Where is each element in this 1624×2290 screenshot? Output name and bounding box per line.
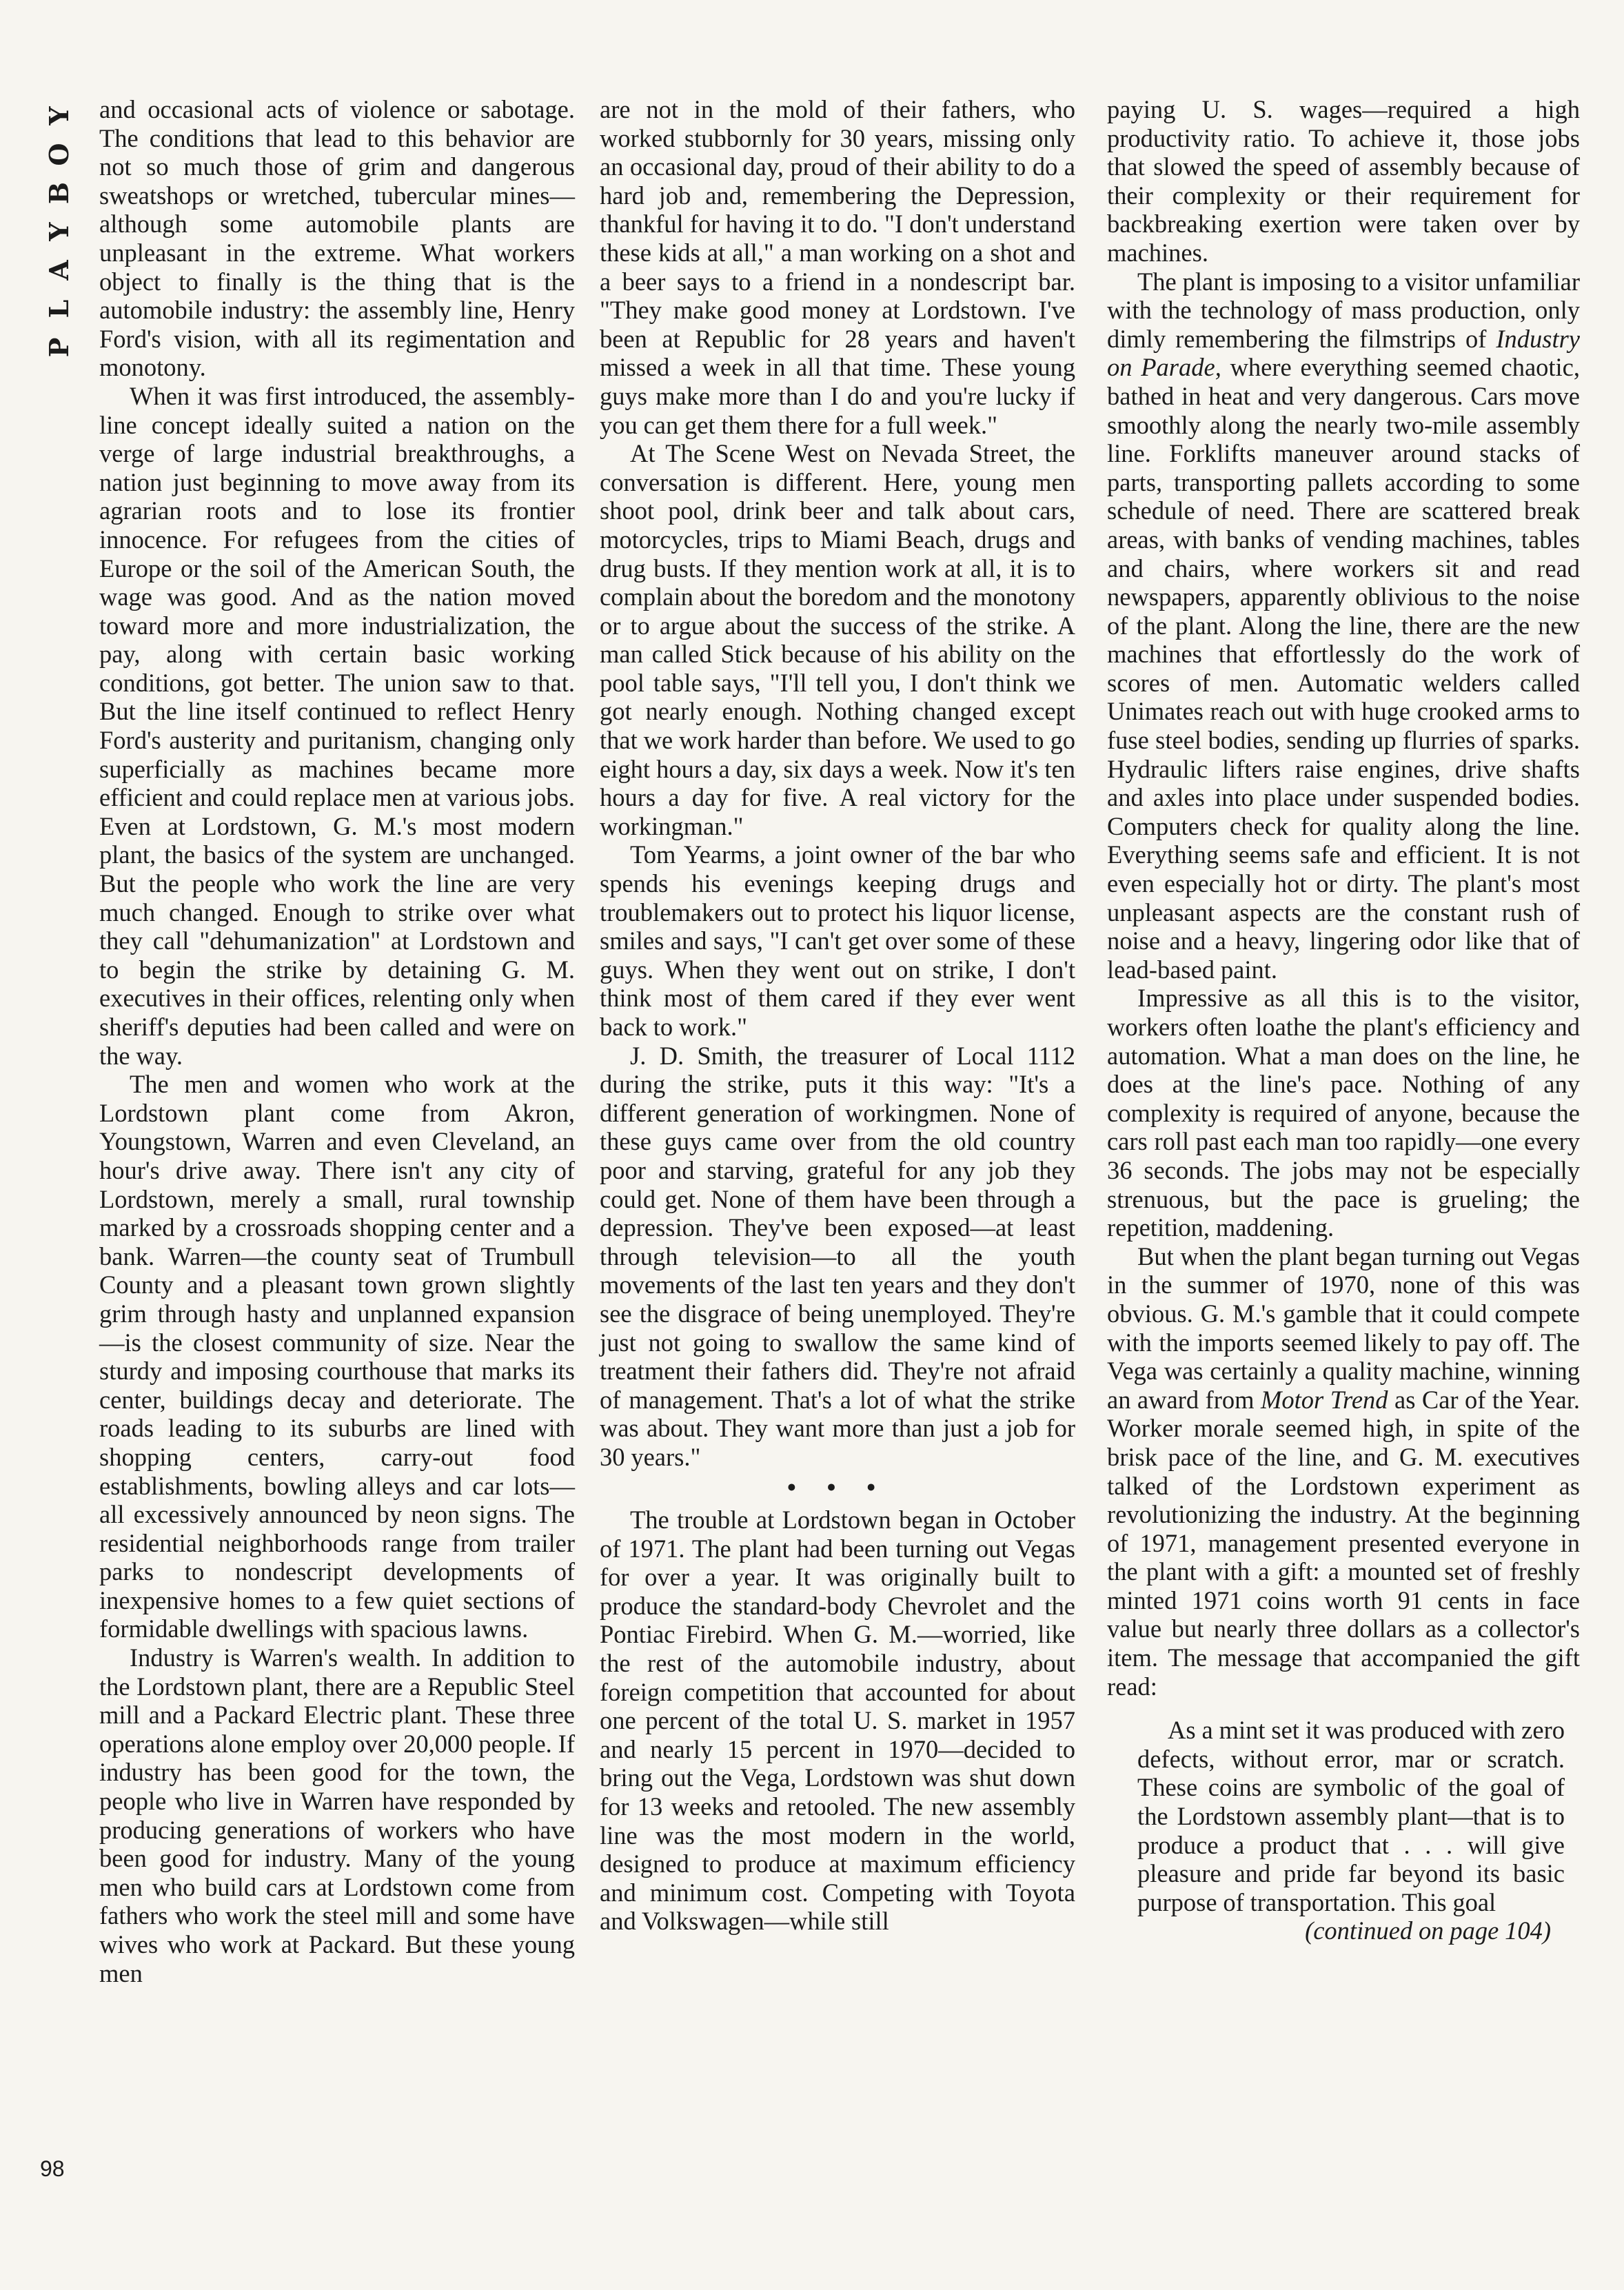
text-run: The plant is imposing to a visitor unfamiliar with the technology of mass production, only dimly remembering the filmstrips of — [1107, 267, 1580, 353]
brand-letter: O — [43, 143, 74, 166]
block-quote — [1137, 1716, 1565, 1945]
text-run: where everything seemed chaotic, bathed in heat and very dangerous. Cars move smoothly along the nearly two-mile assembly line. Forklifts maneuver around stacks of parts, transporting pallets according to some schedule of need. There are scattered break areas, with banks of vending machines, tables and chairs, where workers sit and read newspapers, apparently oblivious to the noise of the plant. Along the line, there are the new machines that effortlessly do the work of scores of men. Automatic welders called Unimates reach out with huge crooked arms to fuse steel bodies, sending up flurries of sparks. Hydraulic lifters raise engines, drive shafts and axles into place under suspended bodies. Computers check for quality along the line. Everything seems safe and efficient. It is not even especially hot or dirty. The plant's most unpleasant aspects are the constant rush of noise and a heavy, lingering odor like that of lead-based paint. — [1107, 353, 1581, 984]
paragraph: When it was first introduced, the assembly-line concept ideally suited a nation on the verge of large industrial breakthroughs, a nation just beginning to move away from its agrarian roots and to lose its frontier innocence. For refugees from the cities of Europe or the soil of the American South, the wage was good. And as the nation moved toward more and more industrialization, the pay, along with certain basic working conditions, got better. The union saw to that. But the line itself continued to reflect Henry Ford's austerity and puritanism, changing only superficially as machines became more efficient and could replace men at various jobs. Even at Lordstown, G. M.'s most modern plant, the basics of the system are unchanged. But the people who work the line are very much changed. Enough to strike over what they call "dehumanization" at Lordstown and to begin the strike by detaining G. M. executives in their offices, relenting only when sheriff's deputies had been called and were on the way. — [99, 381, 575, 1070]
italic-title: Industry on Parade, — [1107, 324, 1580, 382]
paragraph: Tom Yearms, a joint owner of the bar who spends his evenings keeping drugs and troublemakers out to protect his liquor license, smiles and says, "I can't get over some of these guys. When they went out on strike, I don't think most of them cared if they ever went back to work." — [600, 840, 1075, 1041]
paragraph — [1107, 1242, 1580, 1701]
paragraph: At The Scene West on Nevada Street, the conversation is different. Here, young men shoot pool, drink beer and talk about cars, motorcycles, trips to Miami Beach, drugs and drug busts. If they mention work at all, it is to complain about the boredom and the monotony or to argue about the success of the strike. A man called Stick because of his ability on the pool table says, "I'll tell you, I don't think we got nearly enough. Nothing changed except that we work harder than before. We used to go eight hours a day, six days a week. Now it's ten hours a day for five. A real victory for the workingman." — [600, 439, 1075, 840]
brand-letter: A — [43, 260, 74, 281]
brand-letter: L — [43, 299, 74, 318]
paragraph: The men and women who work at the Lordstown plant come from Akron, Youngstown, Warren and even Cleveland, an hour's drive away. There isn't any city of Lordstown, merely a small, rural township marked by a crossroads shopping center and a bank. Warren—the county seat of Trumbull County and a pleasant town grown slightly grim through hasty and unplanned expansion —is the closest community of size. Near the sturdy and imposing courthouse that marks its center, buildings decay and deteriorate. The roads leading to its suburbs are lined with shopping centers, carry-out food establishments, bowling alleys and car lots—all excessively announced by neon signs. The residential neighborhoods range from trailer parks to nondescript developments of inexpensive homes to a few quiet sections of formidable dwellings with spacious lawns. — [99, 1070, 575, 1643]
page-number: 98 — [40, 2156, 65, 2181]
brand-letter: Y — [43, 222, 74, 241]
magazine-brand-vertical — [39, 97, 80, 367]
paragraph: Industry is Warren's wealth. In addition to the Lordstown plant, there are a Republic Steel mill and a Packard Electric plant. These three operations alone employ over 20,000 people. If industry has been good for the town, the people who live in Warren have responded by producing generations of workers who have been good for industry. Many of the young men who build cars at Lordstown come from fathers who work the steel mill and some have wives who work at Packard. But these young men — [99, 1643, 575, 1987]
brand-letter: Y — [43, 106, 74, 125]
paragraph — [1107, 267, 1580, 984]
paragraph: paying U. S. wages—required a high productivity ratio. To achieve it, those jobs that slowed the speed of assembly because of their complexity or their requirement for backbreaking exertion were taken over by machines. — [1107, 95, 1580, 267]
article-column-3 — [1107, 95, 1580, 1945]
continued-note: (continued on page 104) — [1305, 1916, 1551, 1945]
text-run: But when the plant began turning out Vegas in the summer of 1970, none of this was obvious. G. M.'s gamble that it could compete with the imports seemed likely to pay off. The Vega was certainly a quality machine, winning an award from — [1107, 1242, 1580, 1414]
section-separator: • • • — [787, 1472, 888, 1501]
paragraph: The trouble at Lordstown began in October of 1971. The plant had been turning out Vegas for over a year. It was originally built to produce the standard-body Chevrolet and the Pontiac Firebird. When G. M.—worried, like the rest of the automobile industry, about foreign competition that accounted for about one percent of the total U. S. market in 1957 and nearly 15 percent in 1970—decided to bring out the Vega, Lordstown was shut down for 13 weeks and retooled. The new assembly line was the most modern in the world, designed to produce at maximum efficiency and minimum cost. Competing with Toyota and Volkswagen—while still — [600, 1506, 1075, 1936]
brand-letter: P — [43, 337, 74, 358]
paragraph: Impressive as all this is to the visitor, workers often loathe the plant's efficiency and automation. What a man does on the line, he does at the line's pace. Nothing of any complexity is required of anyone, because the cars roll past each man too rapidly—one every 36 seconds. The jobs may not be especially strenuous, but the pace is grueling; the repetition, maddening. — [1107, 984, 1580, 1242]
italic-title: Motor Trend — [1260, 1385, 1388, 1414]
article-column-2 — [600, 95, 1075, 1936]
paragraph: are not in the mold of their fathers, who worked stubbornly for 30 years, missing only an occasional day, proud of their ability to do a hard job and, remembering the Depression, thankful for having it to do. "I don't understand these kids at all," a man working on a shot and a beer says to a friend in a nondescript bar. "They make good money at Lordstown. I've been at Republic for 28 years and haven't missed a week in all that time. These young guys make more than I do and you're lucky if you can get them there for a full week." — [600, 95, 1075, 439]
quote-text: As a mint set it was produced with zero defects, without error, mar or scratch. These coins are symbolic of the goal of the Lordstown assembly plant—that is to produce a product that . . . will give pleasure and pride far beyond its basic purpose of transportation. This goal — [1137, 1716, 1565, 1916]
paragraph: J. D. Smith, the treasurer of Local 1112 during the strike, puts it this way: "It's a different generation of workingmen. None of these guys came over from the old country poor and starving, grateful for any job they could get. None of them have been through a depression. They've been exposed—at least through television—to all the youth movements of the last ten years and they don't see the disgrace of being unemployed. They're just not going to swallow the same kind of treatment their fathers did. They're not afraid of management. That's a lot of what the strike was about. They want more than just a job for 30 years." — [600, 1041, 1075, 1471]
article-column-1 — [99, 95, 575, 1987]
text-run: as Car of the Year. Worker morale seemed high, in spite of the brisk pace of the line, and G. M. executives talked of the Lordstown experiment as revolutionizing the industry. At the beginning of 1971, management presented everyone in the plant with a gift: a mounted set of freshly minted 1971 coins worth 91 cents in face value but nearly three dollars as a collector's item. The message that accompanied the gift read: — [1107, 1385, 1581, 1701]
brand-letter: B — [43, 181, 74, 205]
paragraph: and occasional acts of violence or sabotage. The conditions that lead to this behavior are not so much those of grim and dangerous sweatshops or wretched, tubercular mines—although some automobile plants are unpleasant in the extreme. What workers object to finally is the thing that is the automobile industry: the assembly line, Henry Ford's vision, with all its regimentation and monotony. — [99, 95, 575, 382]
